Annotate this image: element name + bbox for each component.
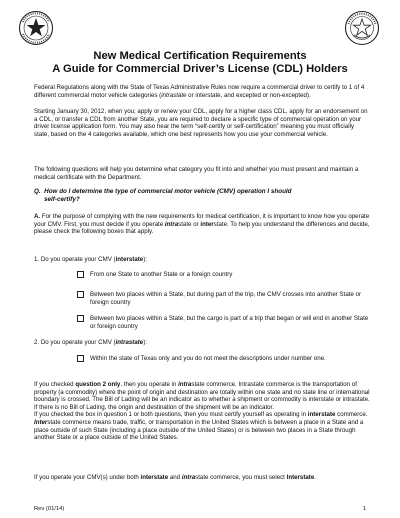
option-interstate-2: Between two places within a State, but during part of the trip, the CMV crosses into another State or foreign country bbox=[90, 291, 372, 306]
checkbox-option-3[interactable] bbox=[77, 315, 84, 322]
checkbox-option-4[interactable] bbox=[77, 355, 84, 362]
paragraph-starting-date: Starting January 30, 2012, when you; apply or renew your CDL, apply for a higher class CDL, apply for an endorsement on a CDL, or transfer a CDL from another State, you are required to declare a specific type of commercial operation on your driver license application form. You may also hear the term “self-certify or self-certification” meaning you must officially state, based on the 4 categories available, which one best represents how you use your commercial vehicle. bbox=[34, 108, 368, 138]
page-number: 1 bbox=[363, 506, 367, 512]
question-1: 1. Do you operate your CMV (interstate): bbox=[34, 256, 147, 263]
question-heading: Q. How do I determine the type of commercial motor vehicle (CMV) operation I should self-certify? bbox=[34, 188, 292, 203]
state-of-texas-seal-icon bbox=[344, 10, 380, 46]
option-interstate-3: Between two places within a State, but the cargo is part of a trip that began or will end in another State or foreign country bbox=[90, 315, 372, 330]
paragraph-commerce-explanation: If you checked question 2 only, then you operate in intrastate commerce. Intrastate commerce is the transportation of property (a commodity) where the point of origin and destination are totally within one state and no state line or international boundary is crossed. The Bill of Lading will be an indicator as to whether a shipment or commodity is interstate or intrastate. If there is no Bill of Lading, the origin and destination of the shipment will be an indicator. If you checked the box in question 1 or both questions, then you must certify yourself as operating in interstate commerce. Interstate commerce means trade, traffic, or transportation in the United States which is between a place in a State and a place outside of such State (including a place outside of the United States) or is between two places in a State through another State or a place outside of the United States. bbox=[34, 381, 370, 442]
document-title-line1: New Medical Certification Requirements bbox=[93, 50, 307, 62]
texas-dps-seal-icon bbox=[18, 10, 54, 46]
checkbox-option-2[interactable] bbox=[77, 291, 84, 298]
paragraph-both-commerce: If you operate your CMV(s) under both interstate and intrastate commerce, you must select Interstate. bbox=[34, 474, 316, 481]
paragraph-intro: Federal Regulations along with the State of Texas Administrative Rules now require a commercial driver to certify to 1 of 4 different commercial motor vehicle categories (intrastate or interstate, and excepted or non-excepted). bbox=[34, 84, 365, 99]
option-interstate-1: From one State to another State or a foreign country bbox=[90, 271, 372, 279]
option-intrastate-1: Within the state of Texas only and you do not meet the descriptions under number one. bbox=[90, 355, 372, 363]
question-2: 2. Do you operate your CMV (intrastate): bbox=[34, 339, 147, 346]
answer-paragraph: A. For the purpose of complying with the new requirements for medical certification, it is important to know how you operate your CMV. First, you must decide if you operate intrastate or interstate. To help you understand the differences and decide, please check the following boxes that apply. bbox=[34, 213, 370, 236]
checkbox-option-1[interactable] bbox=[77, 271, 84, 278]
paragraph-questions-intro: The following questions will help you determine what category you fit into and whether you must present and maintain a medical certificate with the Department. bbox=[34, 166, 359, 181]
revision-label: Rev (01/14) bbox=[34, 506, 65, 512]
document-title-line2: A Guide for Commercial Driver’s License (CDL) Holders bbox=[52, 63, 348, 75]
